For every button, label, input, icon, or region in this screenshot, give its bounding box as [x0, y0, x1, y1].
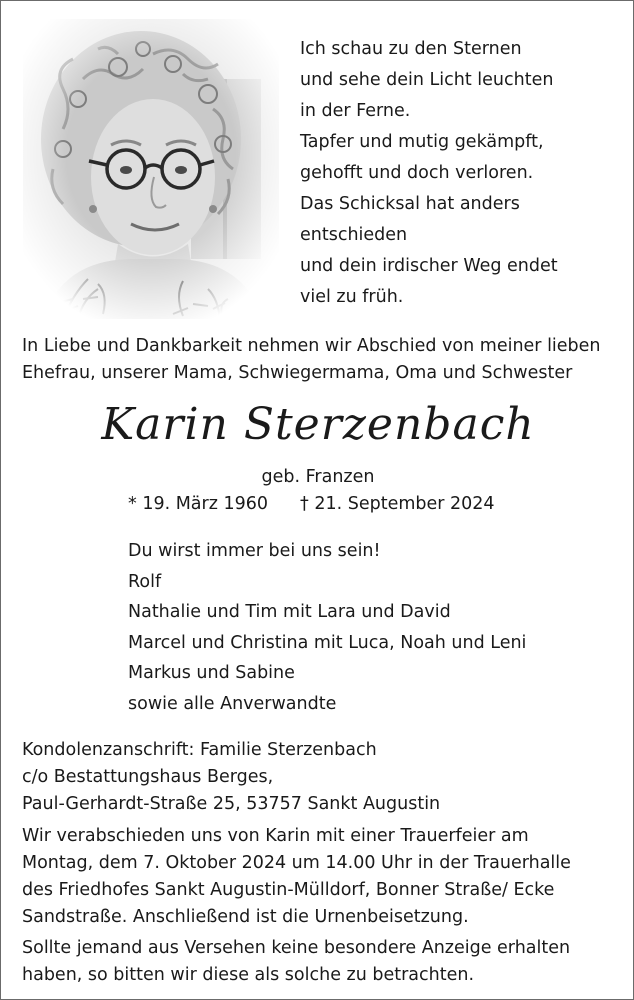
- life-dates: [128, 494, 495, 514]
- poem-line: Tapfer und mutig gekämpft,: [300, 132, 544, 152]
- family-line: Rolf: [128, 571, 162, 592]
- death-date: † 21. September 2024: [300, 494, 495, 514]
- deceased-name: Karin Sterzenbach: [101, 399, 535, 450]
- birth-date: * 19. März 1960: [128, 494, 269, 514]
- poem-line: gehofft und doch verloren.: [300, 163, 534, 183]
- poem-line: in der Ferne.: [300, 101, 411, 121]
- intro-line: In Liebe und Dankbarkeit nehmen wir Abschied von meiner lieben: [22, 336, 601, 356]
- family-line: Markus und Sabine: [128, 663, 295, 683]
- family-line: Du wirst immer bei uns sein!: [128, 541, 381, 561]
- service-line: des Friedhofes Sankt Augustin-Mülldorf, Bonner Straße/ Ecke: [22, 880, 555, 900]
- family-line: sowie alle Anverwandte: [128, 693, 337, 714]
- poem-line: und sehe dein Licht leuchten: [300, 70, 554, 90]
- intro-line: Ehefrau, unserer Mama, Schwiegermama, Oma und Schwester: [22, 363, 573, 383]
- notice-text: [22, 935, 570, 989]
- poem-line: Ich schau zu den Sternen: [300, 39, 522, 59]
- notice-line: haben, so bitten wir diese als solche zu betrachten.: [22, 965, 475, 985]
- condolence-address: [22, 737, 440, 818]
- born-name: geb. Franzen: [261, 467, 375, 487]
- family-list: [128, 536, 526, 719]
- address-line: Kondolenzanschrift: Familie Sterzenbach: [22, 740, 377, 760]
- service-info: [22, 823, 571, 931]
- service-line: Sandstraße. Anschließend ist die Urnenbeisetzung.: [22, 907, 469, 927]
- notice-line: Sollte jemand aus Versehen keine besondere Anzeige erhalten: [22, 938, 571, 958]
- intro-text: [22, 333, 601, 387]
- poem-line: entschieden: [300, 225, 408, 245]
- service-line: Wir verabschieden uns von Karin mit einer Trauerfeier am: [22, 826, 529, 846]
- address-line: Paul-Gerhardt-Straße 25, 53757 Sankt Augustin: [22, 794, 441, 814]
- poem: [300, 34, 558, 313]
- family-line: Marcel und Christina mit Luca, Noah und Leni: [128, 632, 527, 653]
- address-line: c/o Bestattungshaus Berges,: [22, 767, 274, 787]
- poem-line: und dein irdischer Weg endet: [300, 256, 558, 276]
- service-line: Montag, dem 7. Oktober 2024 um 14.00 Uhr in der Trauerhalle: [22, 853, 571, 873]
- family-line: Nathalie und Tim mit Lara und David: [128, 602, 451, 622]
- poem-line: Das Schicksal hat anders: [300, 194, 520, 214]
- poem-line: viel zu früh.: [300, 287, 404, 307]
- portrait-photo: [23, 19, 279, 319]
